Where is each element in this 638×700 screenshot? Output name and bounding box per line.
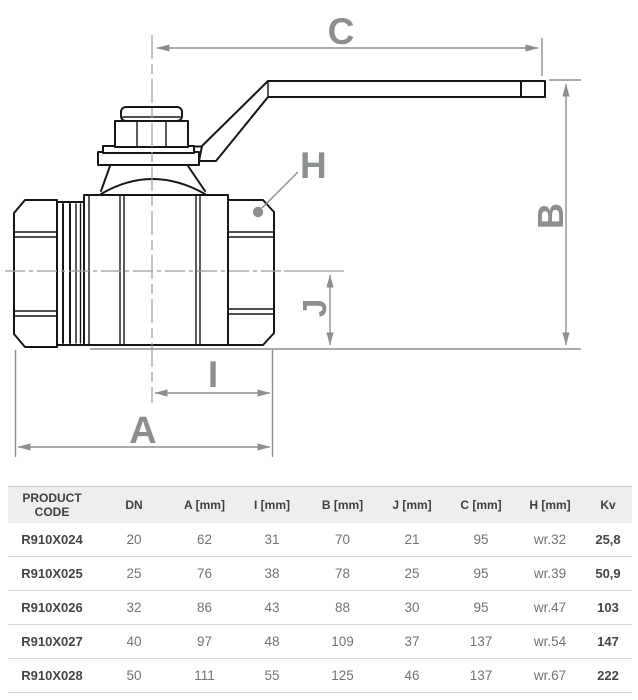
handle-lever (199, 81, 545, 161)
dn-cell: 50 (96, 659, 172, 693)
table-row (8, 591, 632, 625)
table-header-row (8, 487, 632, 524)
c-cell: 137 (446, 659, 516, 693)
column-header-h: H [mm] (516, 487, 584, 524)
column-header-product-code: PRODUCT CODE (8, 487, 96, 524)
c-cell: 95 (446, 557, 516, 591)
product-spec-table (8, 486, 632, 693)
kv-cell: 50,9 (584, 557, 632, 591)
table-row (8, 625, 632, 659)
i-cell: 31 (237, 523, 307, 557)
table-row (8, 523, 632, 557)
left-hex-nut (14, 200, 57, 347)
column-header-kv: Kv (584, 487, 632, 524)
product-code-cell: R910X026 (8, 591, 96, 625)
ball-dome-arc (101, 179, 205, 194)
a-cell: 111 (172, 659, 237, 693)
dim-label-i: I (207, 354, 219, 395)
i-cell: 48 (237, 625, 307, 659)
j-cell: 30 (378, 591, 446, 625)
h-leader-line (262, 172, 298, 208)
valve-main-body (84, 195, 228, 345)
product-code-cell: R910X028 (8, 659, 96, 693)
a-cell: 76 (172, 557, 237, 591)
j-cell: 21 (378, 523, 446, 557)
product-code-cell: R910X025 (8, 557, 96, 591)
dn-cell: 25 (96, 557, 172, 591)
h-cell: wr.67 (516, 659, 584, 693)
a-cell: 62 (172, 523, 237, 557)
kv-cell: 25,8 (584, 523, 632, 557)
product-code-cell: R910X024 (8, 523, 96, 557)
product-code-cell: R910X027 (8, 625, 96, 659)
column-header-dn: DN (96, 487, 172, 524)
dim-label-c: C (327, 11, 355, 52)
column-header-c: C [mm] (446, 487, 516, 524)
j-cell: 25 (378, 557, 446, 591)
b-cell: 88 (307, 591, 378, 625)
h-cell: wr.47 (516, 591, 584, 625)
b-cell: 70 (307, 523, 378, 557)
dim-label-j: J (296, 298, 333, 318)
h-leader-dot (253, 207, 263, 217)
j-cell: 46 (378, 659, 446, 693)
dn-cell: 20 (96, 523, 172, 557)
dn-cell: 40 (96, 625, 172, 659)
i-cell: 38 (237, 557, 307, 591)
kv-cell: 222 (584, 659, 632, 693)
column-header-j: J [mm] (378, 487, 446, 524)
i-cell: 43 (237, 591, 307, 625)
dim-label-b: B (530, 203, 571, 229)
column-header-a: A [mm] (172, 487, 237, 524)
j-cell: 37 (378, 625, 446, 659)
b-cell: 109 (307, 625, 378, 659)
valve-body-group (14, 81, 545, 347)
table-row (8, 557, 632, 591)
kv-cell: 147 (584, 625, 632, 659)
kv-cell: 103 (584, 591, 632, 625)
column-header-b: B [mm] (307, 487, 378, 524)
c-cell: 95 (446, 591, 516, 625)
right-hex-nut (228, 200, 274, 345)
c-cell: 95 (446, 523, 516, 557)
column-header-i: I [mm] (237, 487, 307, 524)
dim-label-h: H (300, 145, 327, 186)
dn-cell: 32 (96, 591, 172, 625)
b-cell: 78 (307, 557, 378, 591)
a-cell: 86 (172, 591, 237, 625)
i-cell: 55 (237, 659, 307, 693)
h-cell: wr.54 (516, 625, 584, 659)
c-cell: 137 (446, 625, 516, 659)
h-cell: wr.39 (516, 557, 584, 591)
a-cell: 97 (172, 625, 237, 659)
b-cell: 125 (307, 659, 378, 693)
dim-label-a: A (129, 410, 157, 452)
neck-left-side (101, 166, 110, 191)
h-cell: wr.32 (516, 523, 584, 557)
table-row (8, 659, 632, 693)
